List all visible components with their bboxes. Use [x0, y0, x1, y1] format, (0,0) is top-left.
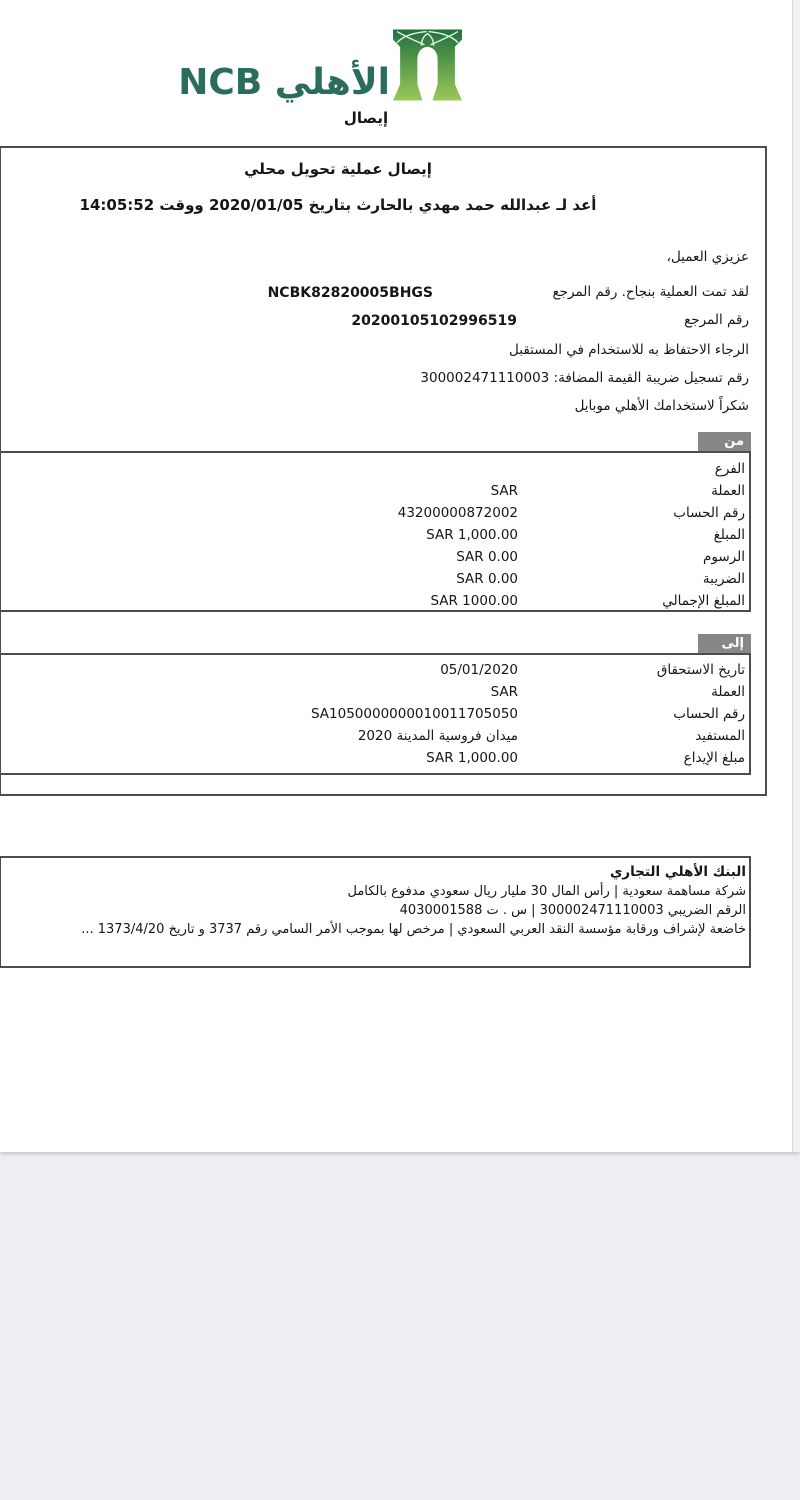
reference-value: NCBK82820005BHGS: [267, 285, 433, 301]
from-section-tab: من: [698, 432, 751, 452]
table-row: [1, 458, 749, 480]
table-row: [1, 725, 749, 747]
field-label: رقم الحساب: [673, 706, 745, 722]
field-label: الرسوم: [703, 549, 745, 565]
customer-greeting: عزيزي العميل،: [666, 249, 749, 265]
table-row: [1, 659, 749, 681]
reference-label: رقم المرجع: [684, 312, 749, 328]
ncb-arch-icon: [391, 29, 464, 101]
field-label: العملة: [711, 483, 745, 499]
reference-value: 20200105102996519: [351, 313, 517, 329]
note-line: الرجاء الاحتفاظ به للاستخدام في المستقبل: [509, 342, 749, 358]
bank-info-line: خاضعة لإشراف ورقابة مؤسسة النقد العربي السعودي | مرخص لها بموجب الأمر السامي رقم 3737 و تاريخ 1373/4/20 ...: [81, 922, 746, 937]
field-label: تاريخ الاستحقاق: [656, 662, 745, 678]
receipt-prepared-line: أعد لـ عبدالله حمد مهدي بالحارث بتاريخ 2020/01/05 ووقت 14:05:52: [79, 196, 597, 214]
to-section-tab: إلى: [698, 634, 751, 654]
field-label: رقم الحساب: [673, 505, 745, 521]
field-label: العملة: [711, 684, 745, 700]
to-section-table: [0, 653, 751, 775]
table-row: [1, 502, 749, 524]
field-value: SA1050000000010011705050: [310, 706, 518, 722]
table-row: [1, 590, 749, 612]
table-row: [1, 546, 749, 568]
field-value: ميدان فروسية المدينة 2020: [357, 728, 518, 744]
field-value: SAR: [490, 483, 518, 499]
table-row: [1, 524, 749, 546]
field-value: 1,000.00 SAR: [426, 750, 518, 766]
note-line: رقم تسجيل ضريبة القيمة المضافة: 300002471110003: [420, 370, 749, 386]
bank-info-line: شركة مساهمة سعودية | رأس المال 30 مليار ريال سعودي مدفوع بالكامل: [347, 884, 746, 899]
note-line: شكراً لاستخدامك الأهلي موبايل: [574, 398, 749, 414]
table-row: [1, 681, 749, 703]
bank-info-line: البنك الأهلي التجاري: [609, 864, 746, 880]
table-row: [1, 568, 749, 590]
field-label: الفرع: [714, 461, 745, 477]
field-value: 0.00 SAR: [456, 571, 518, 587]
receipt-title: إيصال عملية تحويل محلي: [244, 160, 432, 178]
field-label: المستفيد: [695, 728, 745, 744]
field-value: 1,000.00 SAR: [426, 527, 518, 543]
bank-info-box: [0, 856, 751, 968]
field-value: 0.00 SAR: [456, 549, 518, 565]
table-row: [1, 480, 749, 502]
scrollbar-track[interactable]: [792, 0, 800, 1152]
field-label: المبلغ: [713, 527, 745, 543]
table-row: [1, 747, 749, 769]
field-value: SAR: [490, 684, 518, 700]
field-value: 43200000872002: [397, 505, 518, 521]
field-label: مبلغ الإيداع: [683, 750, 745, 766]
field-value: 1000.00 SAR: [430, 593, 518, 609]
field-label: الضريبة: [702, 571, 745, 587]
from-section-table: [0, 451, 751, 612]
reference-label: لقد تمت العملية بنجاح. رقم المرجع: [552, 284, 749, 300]
receipt-label: إيصال: [343, 109, 389, 127]
table-row: [1, 703, 749, 725]
field-value: 05/01/2020: [440, 662, 518, 678]
ncb-wordmark: الأهلي NCB: [178, 62, 390, 103]
field-label: المبلغ الإجمالي: [662, 593, 745, 609]
bank-info-line: الرقم الضريبي 300002471110003 | س . ت 4030001588: [399, 903, 746, 918]
